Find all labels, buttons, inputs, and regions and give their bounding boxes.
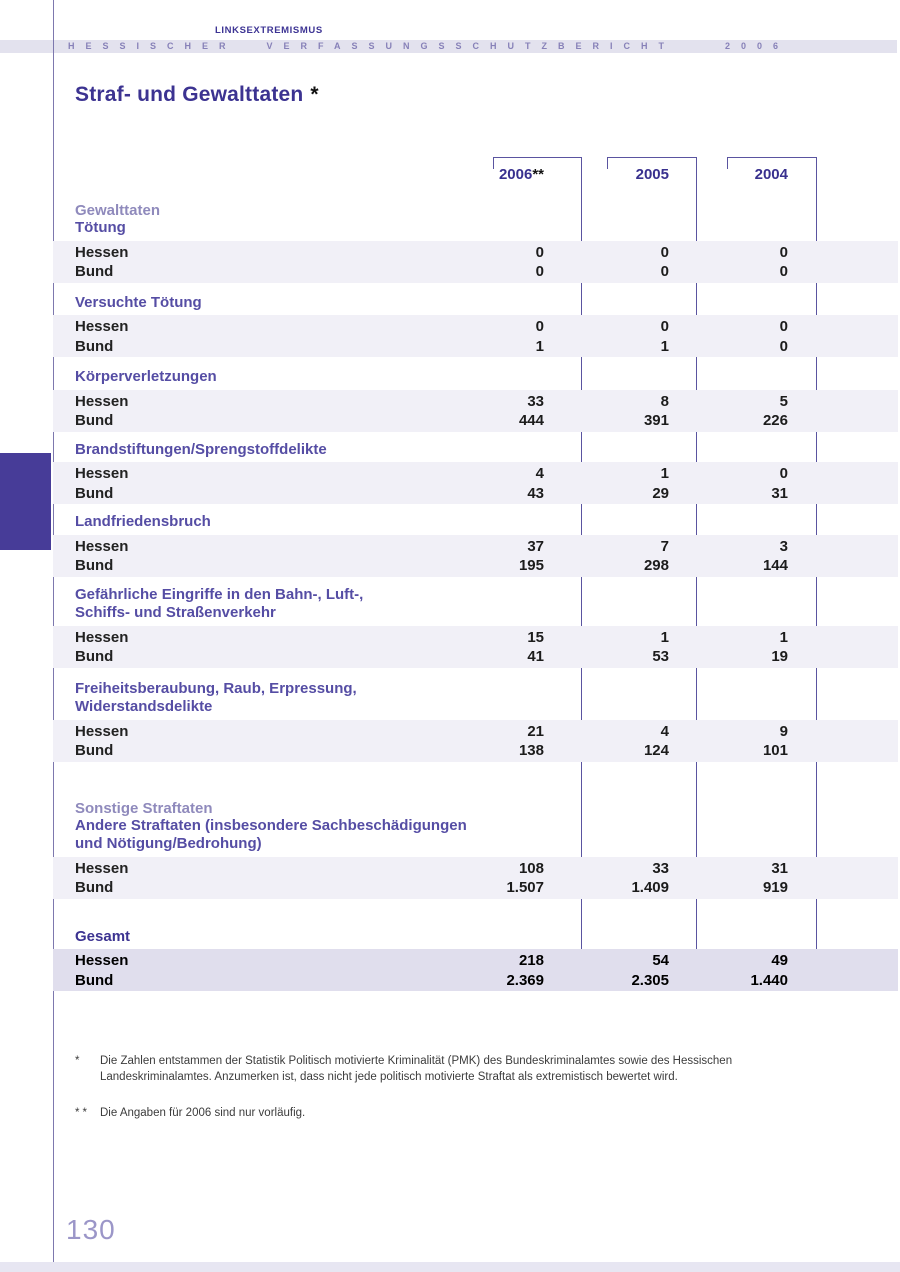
cell-value-2004: 0: [779, 263, 788, 280]
cell-value-2006: 43: [527, 484, 544, 502]
section-value-band: [53, 949, 898, 991]
header-band-word: VERFASSUNGSSCHUTZBERICHT: [266, 41, 676, 51]
table-section: [53, 800, 898, 899]
table-row: [53, 392, 898, 412]
row-label: Hessen: [75, 859, 129, 877]
cell-value-2006: 15: [527, 628, 544, 646]
cell-value-2005: 1: [660, 337, 669, 355]
cell-value-2006: 0: [535, 318, 544, 335]
footnote-text: Die Angaben für 2006 sind nur vorläufig.: [100, 1107, 306, 1119]
table-row: [53, 741, 898, 761]
table-section: [53, 586, 898, 668]
row-label: Hessen: [75, 465, 129, 482]
cell-value-2004: 0: [779, 318, 788, 335]
cell-value-2004: 144: [762, 557, 788, 574]
cell-value-2004: 0: [779, 465, 788, 482]
cell-value-2005: 124: [643, 742, 669, 759]
row-label: Bund: [75, 557, 114, 574]
table-row: [53, 262, 898, 282]
footnotes: [75, 1053, 815, 1121]
cell-value-2005: 2.305: [631, 971, 669, 989]
section-title: Körperverletzungen: [75, 368, 217, 385]
section-group-label: Sonstige Straftaten: [75, 799, 213, 817]
row-label: Hessen: [75, 318, 129, 335]
page-number: 130: [66, 1214, 116, 1245]
row-label: Bund: [75, 484, 114, 502]
section-value-band: [53, 720, 898, 762]
section-title: Tötung: [75, 219, 126, 236]
cell-value-2006: 195: [518, 557, 544, 574]
column-year: 2005: [635, 166, 669, 183]
column-header-2006: [440, 166, 544, 183]
table-row: [53, 971, 898, 991]
table-row: [53, 628, 898, 648]
section-value-band: [53, 315, 898, 357]
bottom-edge-strip: [0, 1262, 900, 1272]
column-year: 2006: [498, 166, 533, 183]
table-section: [53, 294, 898, 358]
table-section: [53, 441, 898, 505]
header-band-word: 2006: [725, 41, 790, 51]
table-row: [53, 556, 898, 576]
page-title: [75, 83, 319, 107]
section-title: Brandstiftungen/Sprengstoffdelikte: [75, 440, 327, 458]
report-header-band: [0, 40, 897, 53]
section-title: Gefährliche Eingriffe in den Bahn-, Luft-, Schiffs- und Straßenverkehr: [75, 585, 364, 621]
section-value-band: [53, 390, 898, 432]
cell-value-2004: 3: [779, 537, 788, 555]
cell-value-2004: 1: [779, 628, 788, 646]
cell-value-2004: 31: [771, 859, 788, 877]
table-row: [53, 337, 898, 357]
cell-value-2006: 33: [527, 392, 544, 410]
cell-value-2005: 1: [660, 465, 669, 482]
column-header-2005: [565, 166, 669, 183]
table-body: [53, 202, 898, 991]
cell-value-2005: 0: [660, 318, 669, 335]
section-title: Andere Straftaten (insbesondere Sachbeschädigungen und Nötigung/Bedrohung): [75, 816, 467, 852]
footnote-marker: **: [75, 1107, 90, 1119]
row-label: Bund: [75, 742, 114, 759]
cell-value-2004: 919: [762, 879, 788, 896]
column-header-2004: [684, 166, 788, 183]
section-title: Gesamt: [75, 927, 131, 945]
row-label: Hessen: [75, 628, 129, 646]
table-row: [53, 243, 898, 263]
footnote-item: [75, 1105, 815, 1121]
cell-value-2005: 53: [652, 648, 669, 665]
cell-value-2006: 138: [518, 742, 544, 759]
cell-value-2005: 1: [660, 628, 669, 646]
row-label: Bund: [75, 412, 114, 429]
table-row: [53, 411, 898, 431]
cell-value-2006: 2.369: [506, 971, 544, 989]
row-label: Bund: [75, 879, 114, 896]
cell-value-2006: 37: [527, 537, 544, 555]
footnote-item: [75, 1053, 815, 1085]
section-title: Freiheitsberaubung, Raub, Erpressung, Widerstandsdelikte: [75, 679, 357, 715]
row-label: Bund: [75, 337, 114, 355]
row-label: Hessen: [75, 243, 129, 261]
table-row: [53, 859, 898, 879]
row-label: Hessen: [75, 952, 129, 969]
cell-value-2005: 0: [660, 263, 669, 280]
cell-value-2005: 29: [652, 484, 669, 502]
cell-value-2004: 0: [779, 243, 788, 261]
table-section: [53, 513, 898, 577]
table-row: [53, 722, 898, 742]
table-section: [53, 680, 898, 762]
cell-value-2004: 49: [771, 952, 788, 969]
table-row: [53, 951, 898, 971]
section-title: Landfriedensbruch: [75, 513, 211, 530]
cell-value-2006: 4: [535, 465, 544, 482]
table-row: [53, 878, 898, 898]
section-title: Versuchte Tötung: [75, 293, 202, 311]
section-value-band: [53, 626, 898, 668]
row-label: Hessen: [75, 537, 129, 555]
cell-value-2004: 31: [771, 484, 788, 502]
section-value-band: [53, 857, 898, 899]
table-row: [53, 317, 898, 337]
cell-value-2005: 7: [660, 537, 669, 555]
section-value-band: [53, 241, 898, 283]
cell-value-2006: 0: [535, 243, 544, 261]
cell-value-2006: 0: [535, 263, 544, 280]
row-label: Bund: [75, 263, 114, 280]
cell-value-2006: 108: [518, 859, 544, 877]
row-label: Hessen: [75, 722, 129, 740]
table-section: [53, 368, 898, 432]
row-label: Bund: [75, 971, 114, 989]
cell-value-2004: 19: [771, 648, 788, 665]
cell-value-2004: 0: [779, 337, 788, 355]
title-footnote-asterisk: *: [310, 83, 319, 106]
table-row: [53, 647, 898, 667]
cell-value-2006: 21: [527, 722, 544, 740]
section-group-label: Gewalttaten: [75, 202, 161, 219]
cell-value-2005: 0: [660, 243, 669, 261]
cell-value-2005: 33: [652, 859, 669, 877]
table-row: [53, 537, 898, 557]
header-band-word: HESSISCHER: [68, 41, 237, 51]
chapter-kicker: LINKSEXTREMISMUS: [215, 25, 323, 36]
cell-value-2005: 8: [660, 392, 669, 410]
table-section: [53, 928, 898, 992]
section-value-band: [53, 535, 898, 577]
cell-value-2006: 444: [518, 412, 544, 429]
table-section: [53, 202, 898, 283]
cell-value-2006: 1.507: [506, 879, 544, 896]
footnote-marker: *: [75, 1055, 83, 1067]
cell-value-2005: 298: [643, 557, 669, 574]
cell-value-2004: 9: [779, 722, 788, 740]
table-row: [53, 464, 898, 484]
column-year: 2004: [754, 166, 788, 183]
cell-value-2004: 101: [762, 742, 788, 759]
cell-value-2006: 1: [535, 337, 544, 355]
footnote-text: Die Zahlen entstammen der Statistik Politisch motivierte Kriminalität (PMK) des Bundeskriminalamtes sowie des Hessischen Landeskriminalamtes. Anzumerken ist, dass nicht jede politisch motivierte Straftat als extremistisch bewertet wird.: [100, 1055, 733, 1083]
table-row: [53, 484, 898, 504]
section-value-band: [53, 462, 898, 504]
cell-value-2006: 218: [518, 952, 544, 969]
page-title-text: Straf- und Gewalttaten: [75, 83, 304, 106]
cell-value-2006: 41: [527, 648, 544, 665]
cell-value-2005: 4: [660, 722, 669, 740]
row-label: Bund: [75, 648, 114, 665]
cell-value-2005: 1.409: [631, 879, 669, 896]
cell-value-2005: 54: [652, 952, 669, 969]
column-footnote-marker: **: [532, 166, 544, 183]
cell-value-2004: 1.440: [750, 971, 788, 989]
cell-value-2005: 391: [643, 412, 669, 429]
chapter-side-tab: [0, 453, 51, 550]
cell-value-2004: 226: [762, 412, 788, 429]
row-label: Hessen: [75, 392, 129, 410]
cell-value-2004: 5: [779, 392, 788, 410]
